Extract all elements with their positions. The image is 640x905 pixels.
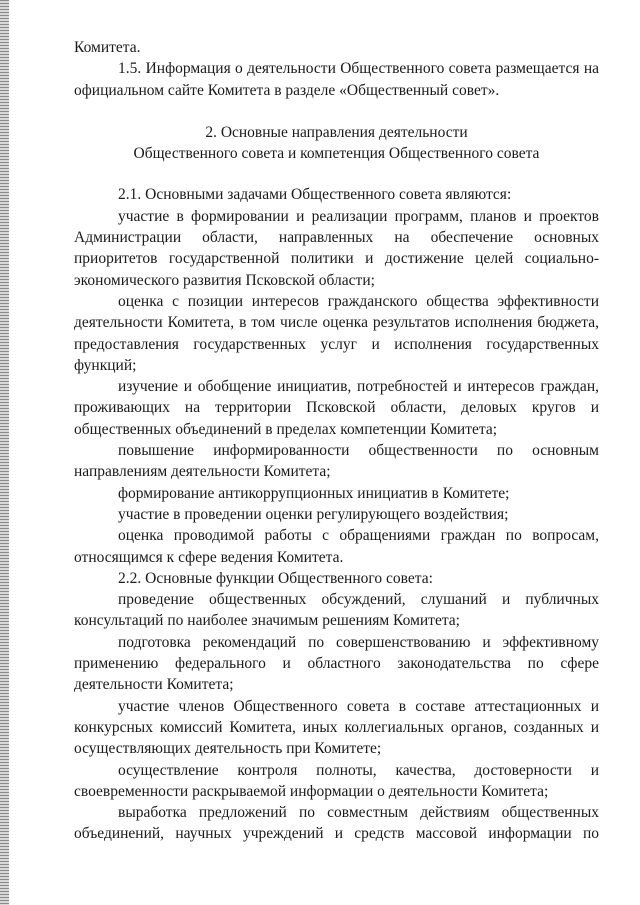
paragraph-continuation: Комитета.	[74, 39, 141, 56]
list-item: формирование антикоррупционных инициатив в Комитете;	[118, 484, 510, 502]
section-heading-line-2: Общественного совета и компетенция Общественного совета	[133, 145, 540, 163]
list-item: выработка предложений по совместным действиям общественных объединений, научных учреждений и средств массовой информации по	[74, 804, 599, 843]
list-item: участие членов Общественного совета в составе аттестационных и конкурсных комиссий Комитета, иных коллегиальных органов, созданных и осуществляющих деятельность при Комитете;	[74, 697, 599, 758]
paragraph-1-5: 1.5. Информация о деятельности Общественного совета размещается на официальном сайте Комитета в разделе «Общественный совет».	[74, 60, 599, 99]
paragraph-2-1: 2.1. Основными задачами Общественного совета являются:	[118, 186, 512, 204]
list-item: участие в проведении оценки регулирующего воздействия;	[118, 505, 509, 523]
paragraph-2-2: 2.2. Основные функции Общественного совета:	[118, 569, 433, 587]
list-item: проведение общественных обсуждений, слушаний и публичных консультаций по наиболее значимым решениям Комитета;	[74, 591, 599, 630]
list-item: изучение и обобщение инициатив, потребностей и интересов граждан, проживающих на территории Псковской области, деловых кругов и общественных объединений в пределах компетенции Комитета;	[74, 378, 599, 438]
spacer	[74, 164, 599, 184]
list-item: участие в формировании и реализации программ, планов и проектов Администрации области, направленных на обеспечение основных приоритетов государственной политики и достижение целей социально-экономического развития Псковской области;	[74, 207, 599, 289]
scan-edge	[0, 0, 9, 905]
list-item: повышение информированности общественности по основным направлениям деятельности Комитета;	[74, 442, 599, 481]
document-page	[74, 37, 599, 845]
list-item: подготовка рекомендаций по совершенствованию и эффективному применению федерального и областного законодательства по сфере деятельности Комитета;	[74, 633, 599, 694]
section-heading-line-1: 2. Основные направления деятельности	[205, 123, 468, 141]
list-item: осуществление контроля полноты, качества, достоверности и своевременности раскрываемой информации о деятельности Комитета;	[74, 761, 599, 800]
list-item: оценка проводимой работы с обращениями граждан по вопросам, относящимся к сфере ведения Комитета.	[74, 527, 599, 566]
spacer	[74, 101, 599, 122]
list-item: оценка с позиции интересов гражданского общества эффективности деятельности Комитета, в том числе оценка результатов исполнения бюджета, предоставления государственных услуг и исполнения государственных функций;	[74, 292, 599, 374]
